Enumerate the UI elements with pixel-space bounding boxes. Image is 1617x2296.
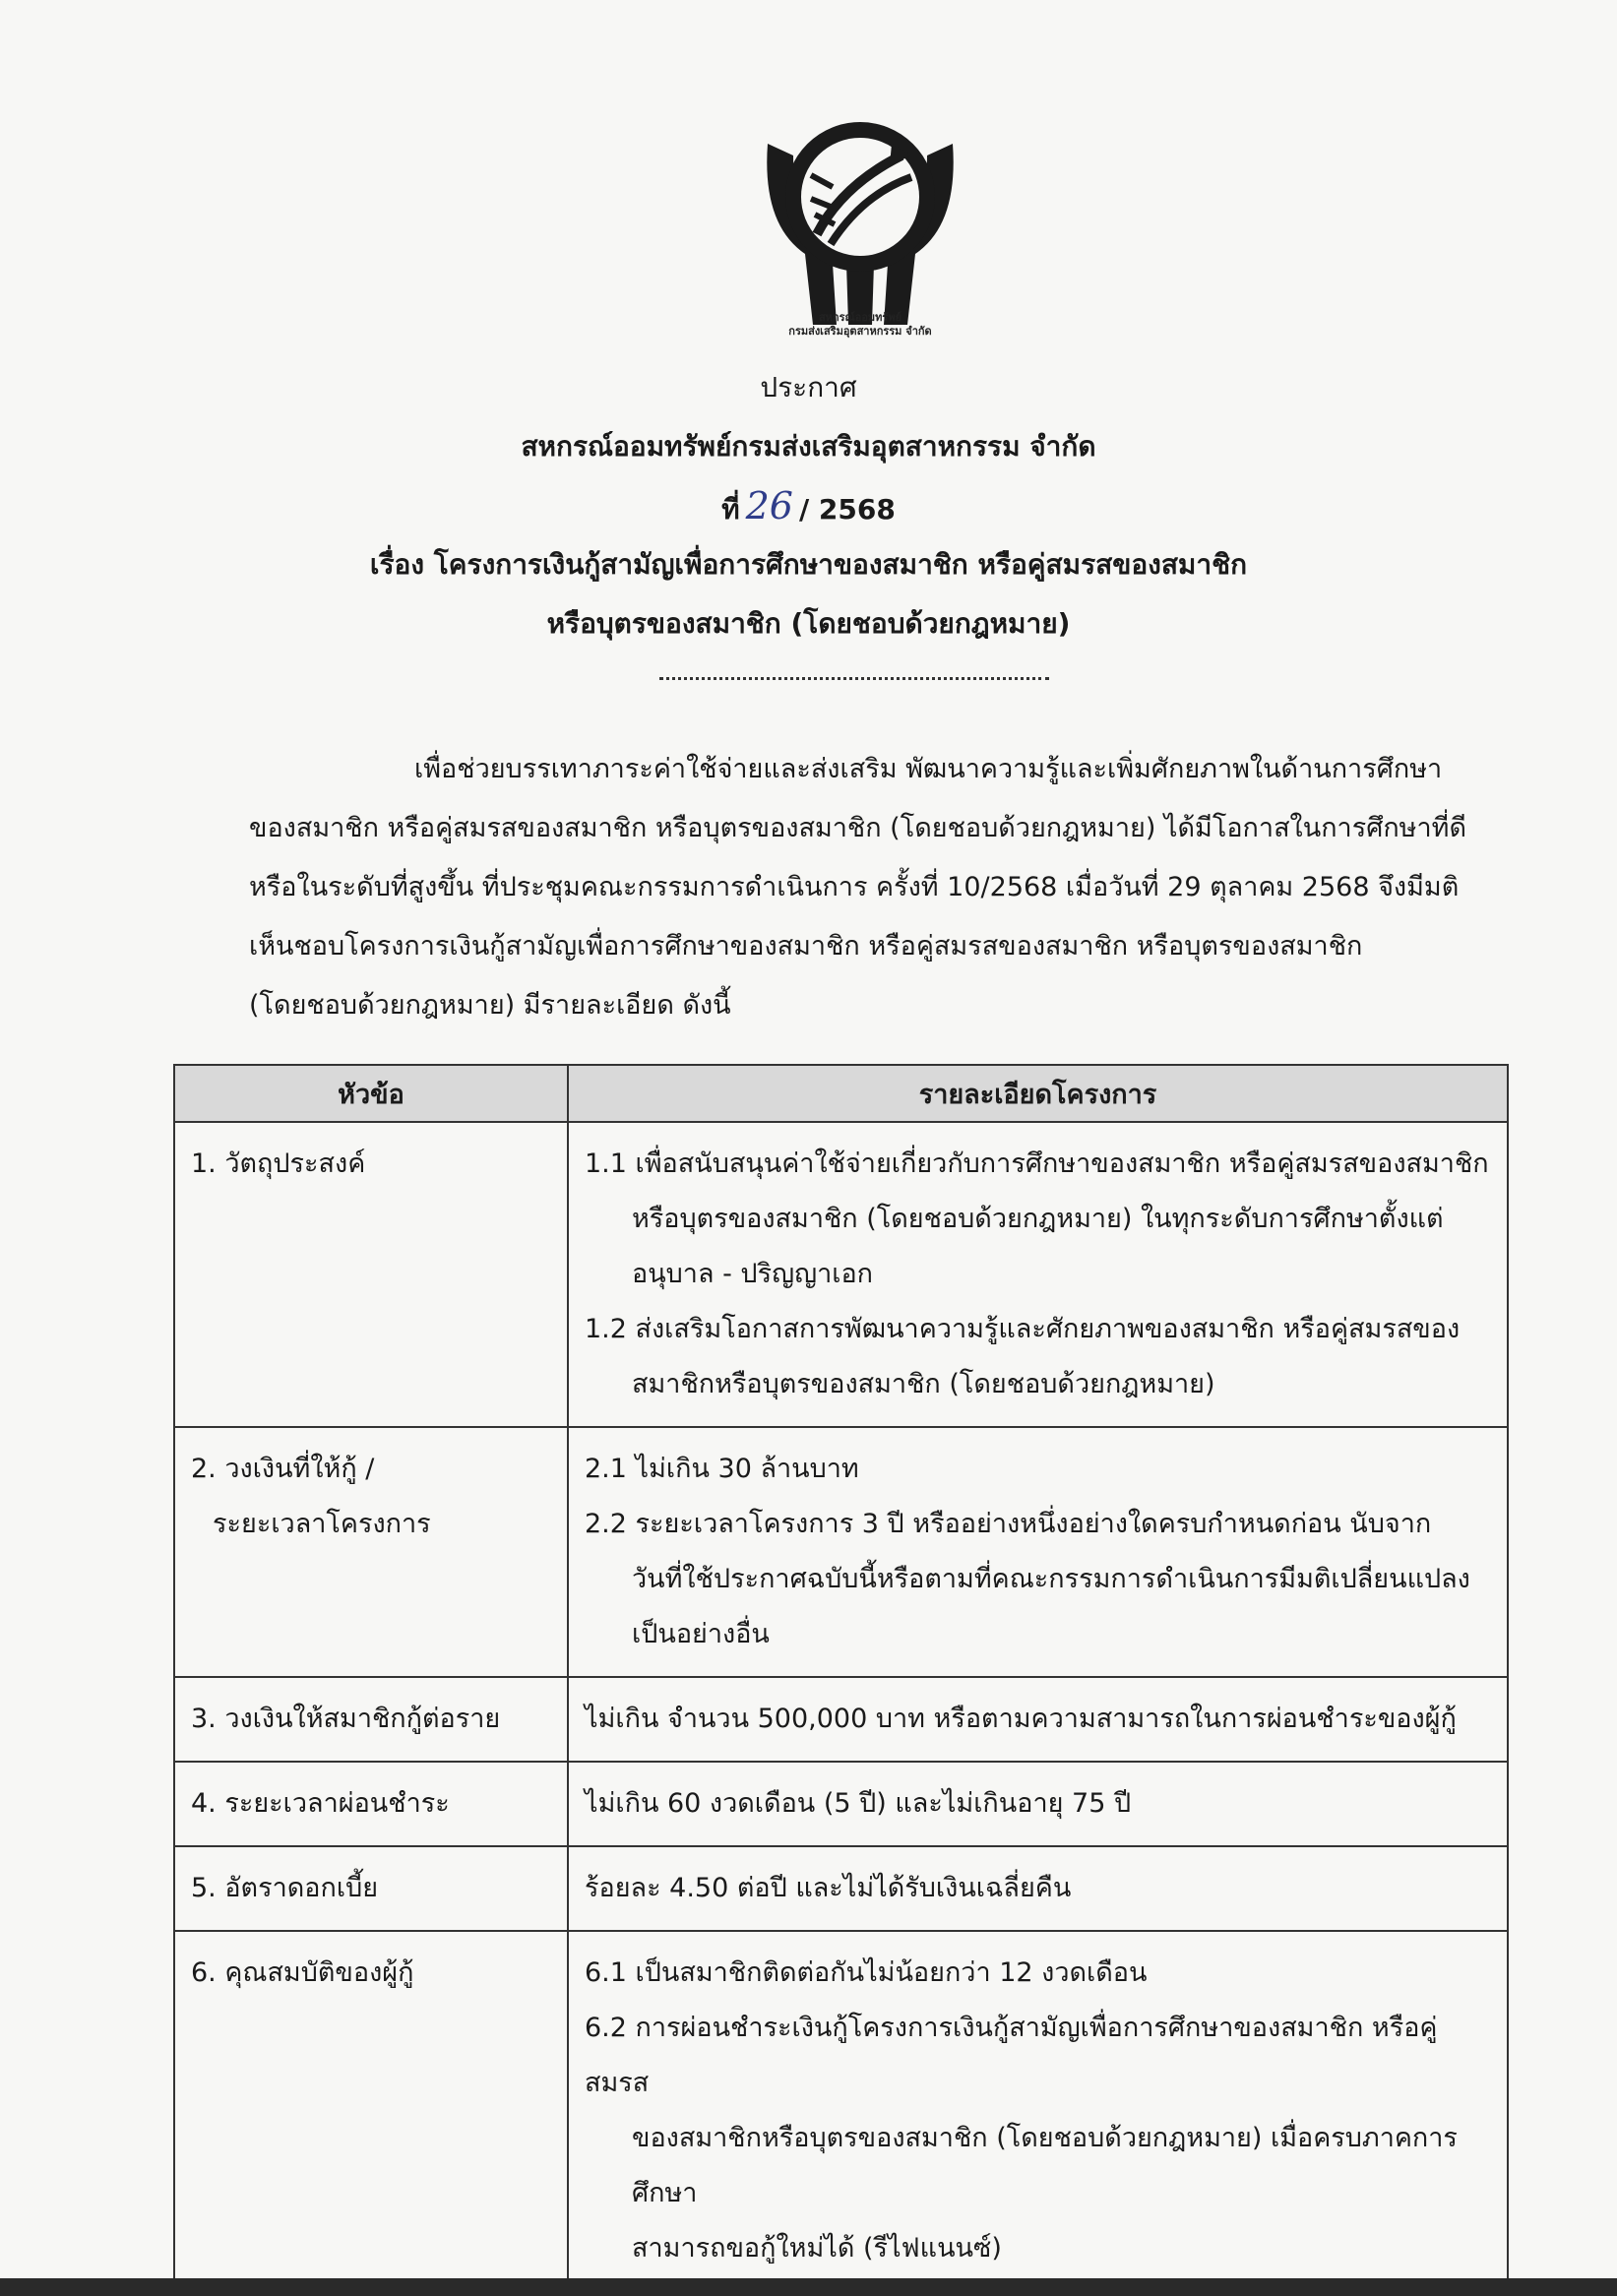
item-first-line: ไม่เกิน จำนวน 500,000 บาท หรือตามความสามารถในการผ่อนชำระของผู้กู้	[585, 1704, 1457, 1734]
topic-text: 1. วัตถุประสงค์	[191, 1148, 366, 1179]
table-row	[174, 1931, 1508, 2291]
item-cont-line: อนุบาล - ปริญญาเอก	[632, 1259, 874, 1289]
table-header-row	[174, 1065, 1508, 1122]
detail-item	[585, 1137, 1491, 1302]
topic-text: 6. คุณสมบัติของผู้กู้	[191, 1957, 414, 1988]
item-cont-line: วันที่ใช้ประกาศฉบับนี้หรือตามที่คณะกรรมการดำเนินการมีมติเปลี่ยนแปลง	[632, 1564, 1470, 1594]
topic-text: 3. วงเงินให้สมาชิกกู้ต่อราย	[191, 1704, 501, 1734]
dotted-divider	[659, 677, 1049, 680]
item-cont-line: สมาชิกหรือบุตรของสมาชิก (โดยชอบด้วยกฎหมาย)	[632, 1369, 1215, 1399]
row-topic	[174, 1931, 568, 2291]
item-first-line: 1.1 เพื่อสนับสนุนค่าใช้จ่ายเกี่ยวกับการศึกษาของสมาชิก หรือคู่สมรสของสมาชิก	[585, 1148, 1489, 1179]
logo-caption	[728, 311, 992, 339]
intro-line: เพื่อช่วยบรรเทาภาระค่าใช้จ่ายและส่งเสริม พัฒนาความรู้และเพิ่มศักยภาพในด้านการศึกษา	[414, 754, 1443, 784]
col-header-topic: หัวข้อ	[174, 1065, 568, 1122]
detail-item	[585, 1497, 1491, 1662]
row-topic	[174, 1427, 568, 1677]
row-detail	[568, 1931, 1508, 2291]
topic-text: 5. อัตราดอกเบี้ย	[191, 1873, 379, 1903]
topic-text: 2. วงเงินที่ให้กู้ /	[191, 1454, 375, 1484]
table-row	[174, 1427, 1508, 1677]
subject-line-2: หรือบุตรของสมาชิก (โดยชอบด้วยกฎหมาย)	[546, 607, 1071, 640]
row-detail	[568, 1846, 1508, 1931]
announcement-title: ประกาศ	[760, 371, 857, 403]
topic-text: ระยะเวลาโครงการ	[213, 1509, 431, 1539]
project-details-table	[173, 1064, 1509, 2292]
row-topic	[174, 1677, 568, 1762]
detail-item	[585, 2001, 1491, 2276]
table-row	[174, 1677, 1508, 1762]
announcement-number	[0, 486, 1617, 529]
number-year: / 2568	[798, 493, 896, 526]
intro-line: เห็นชอบโครงการเงินกู้สามัญเพื่อการศึกษาของสมาชิก หรือคู่สมรสของสมาชิก หรือบุตรของสมาชิก	[249, 931, 1363, 962]
item-cont-line: หรือบุตรของสมาชิก (โดยชอบด้วยกฎหมาย) ในทุกระดับการศึกษาตั้งแต่	[632, 1204, 1444, 1234]
item-first-line: ไม่เกิน 60 งวดเดือน (5 ปี) และไม่เกินอายุ 75 ปี	[585, 1788, 1132, 1819]
item-cont-line: ของสมาชิกหรือบุตรของสมาชิก (โดยชอบด้วยกฎหมาย) เมื่อครบภาคการศึกษา	[632, 2123, 1458, 2208]
item-first-line: 2.2 ระยะเวลาโครงการ 3 ปี หรืออย่างหนึ่งอย่างใดครบกำหนดก่อน นับจาก	[585, 1509, 1432, 1539]
item-cont-line: เป็นอย่างอื่น	[632, 1619, 770, 1649]
intro-paragraph	[249, 740, 1469, 1035]
logo-caption-line1: สหกรณ์ออมทรัพย์	[818, 311, 902, 324]
detail-item	[585, 1442, 1491, 1497]
row-detail	[568, 1762, 1508, 1846]
page-bottom-edge	[0, 2278, 1617, 2296]
detail-item	[585, 1946, 1491, 2001]
table-row	[174, 1122, 1508, 1427]
intro-line: ของสมาชิก หรือคู่สมรสของสมาชิก หรือบุตรของสมาชิก (โดยชอบด้วยกฎหมาย) ได้มีโอกาสในการศึกษาที่ดี	[249, 813, 1466, 843]
subject-line-1: เรื่อง โครงการเงินกู้สามัญเพื่อการศึกษาของสมาชิก หรือคู่สมรสของสมาชิก	[369, 548, 1248, 581]
item-first-line: ร้อยละ 4.50 ต่อปี และไม่ได้รับเงินเฉลี่ยคืน	[585, 1873, 1072, 1903]
table-row	[174, 1762, 1508, 1846]
topic-text: 4. ระยะเวลาผ่อนชำระ	[191, 1788, 450, 1819]
intro-line: หรือในระดับที่สูงขึ้น ที่ประชุมคณะกรรมการดำเนินการ ครั้งที่ 10/2568 เมื่อวันที่ 29 ตุลาคม 2568 จึงมีมติ	[249, 872, 1460, 902]
row-topic	[174, 1762, 568, 1846]
detail-item	[585, 1302, 1491, 1412]
col-header-detail: รายละเอียดโครงการ	[568, 1065, 1508, 1122]
row-topic	[174, 1122, 568, 1427]
handwritten-number: 26	[745, 484, 793, 527]
row-detail	[568, 1677, 1508, 1762]
item-cont-line: สามารถขอกู้ใหม่ได้ (รีไฟแนนซ์)	[632, 2233, 1002, 2264]
item-first-line: 1.2 ส่งเสริมโอกาสการพัฒนาความรู้และศักยภาพของสมาชิก หรือคู่สมรสของ	[585, 1314, 1461, 1344]
row-detail	[568, 1427, 1508, 1677]
item-first-line: 2.1 ไม่เกิน 30 ล้านบาท	[585, 1454, 859, 1484]
row-detail	[568, 1122, 1508, 1427]
item-first-line: 6.2 การผ่อนชำระเงินกู้โครงการเงินกู้สามัญเพื่อการศึกษาของสมาชิก หรือคู่สมรส	[585, 2013, 1438, 2098]
organization-name: สหกรณ์ออมทรัพย์กรมส่งเสริมอุตสาหกรรม จำกัด	[521, 430, 1096, 463]
item-first-line: 6.1 เป็นสมาชิกติดต่อกันไม่น้อยกว่า 12 งวดเดือน	[585, 1957, 1148, 1988]
row-topic	[174, 1846, 568, 1931]
number-prefix: ที่	[721, 493, 740, 526]
table-row	[174, 1846, 1508, 1931]
logo-caption-line2: กรมส่งเสริมอุตสาหกรรม จำกัด	[788, 325, 932, 338]
intro-line: (โดยชอบด้วยกฎหมาย) มีรายละเอียด ดังนี้	[249, 990, 731, 1021]
